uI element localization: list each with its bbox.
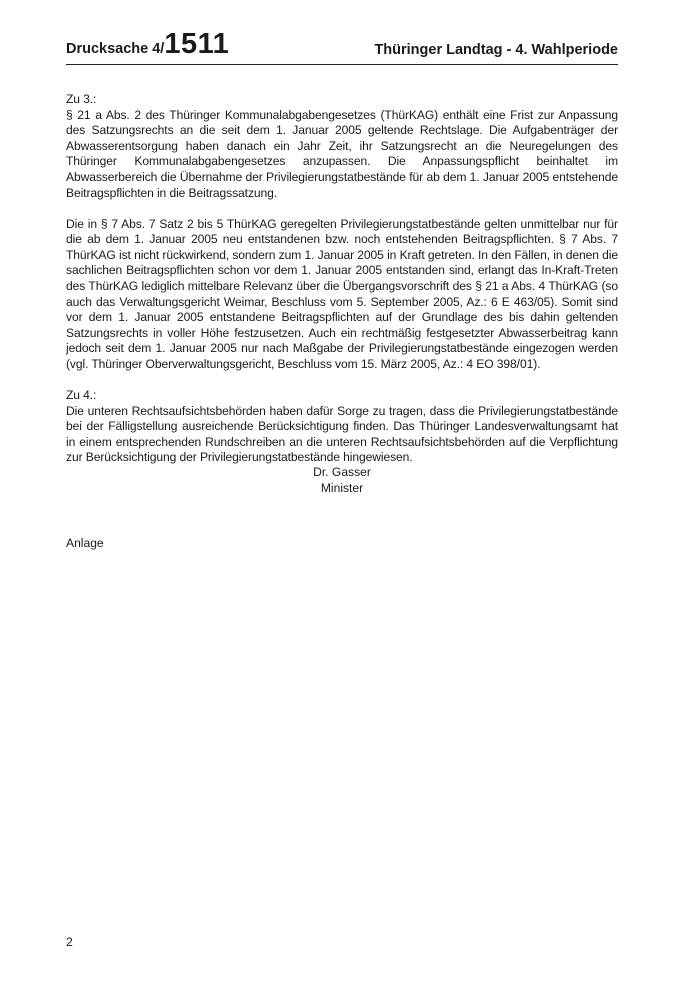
document-body (66, 92, 618, 482)
page-header (66, 30, 618, 65)
answer-section-3 (66, 92, 618, 201)
answer-section-4 (66, 388, 618, 466)
annex-label: Anlage (66, 536, 104, 550)
document-number-value: 1511 (164, 28, 230, 60)
signatory-name: Dr. Gasser (313, 465, 371, 479)
answer-section-3-continued (66, 217, 618, 373)
paragraph: § 21 a Abs. 2 des Thüringer Kommunalabgabengesetzes (ThürKAG) enthält eine Frist zur Anpassung des Satzungsrechts an die seit dem 1. Januar 2005 geltende Rechtslage. Die Aufgabenträger der Abwasserentsorgung haben danach ein Jahr Zeit, ihr Satzungsrecht an die Neuregelungen des Thüringer Kommunalabgabengesetzes anzupassen. Die Anpassungspflicht beinhaltet im Abwasserbereich die Übernahme der Privilegierungstatbestände für ab dem 1. Januar 2005 entstehende Beitragspflichten in die Beitragssatzung. (66, 107, 618, 200)
document-number-prefix: Drucksache 4/ (66, 41, 165, 57)
signature-block (0, 465, 684, 496)
paragraph: Die in § 7 Abs. 7 Satz 2 bis 5 ThürKAG geregelten Privilegierungstatbestände gelten unmittelbar nur für die ab dem 1. Januar 2005 neu entstandenen bzw. noch entstehenden Beitragspflichten. § 7 Abs. 7 ThürKAG ist nicht rückwirkend, sondern zum 1. Januar 2005 in Kraft getreten. In den Fällen, in denen die sachlichen Beitragspflichten schon vor dem 1. Januar 2005 entstanden sind, erlangt das In-Kraft-Treten des ThürKAG lediglich mittelbare Relevanz über die Übergangsvorschrift des § 21 a Abs. 4 ThürKAG (so auch das Verwaltungsgericht Weimar, Beschluss vom 5. September 2005, Az.: 6 E 463/05). Somit sind vor dem 1. Januar 2005 entstandene Beitragspflichten auf der Grundlage des bis dahin geltenden Satzungsrechts in voller Höhe festzusetzen. Auch ein rechtmäßig festgesetzter Abwasserbeitrag kann jedoch seit dem 1. Januar 2005 nur nach Maßgabe der Privilegierungstatbestände eingezogen werden (vgl. Thüringer Oberverwaltungsgericht, Beschluss vom 15. März 2005, Az.: 4 EO 398/01). (66, 216, 618, 371)
document-number (66, 30, 229, 59)
paragraph: Die unteren Rechtsaufsichtsbehörden haben dafür Sorge zu tragen, dass die Privilegierungstatbestände bei der Fälligstellung ausreichende Berücksichtigung finden. Das Thüringer Landesverwaltungsamt hat in einem entsprechenden Rundschreiben an die unteren Rechtsaufsichtsbehörden auf die Verpflichtung zur Berücksichtigung der Privilegierungstatbestände hingewiesen. (66, 403, 618, 465)
section-label: Zu 3.: (66, 92, 97, 106)
signatory-title: Minister (320, 480, 364, 495)
parliament-title: Thüringer Landtag - 4. Wahlperiode (374, 42, 618, 58)
section-label: Zu 4.: (66, 388, 97, 403)
page-number: 2 (66, 935, 73, 949)
